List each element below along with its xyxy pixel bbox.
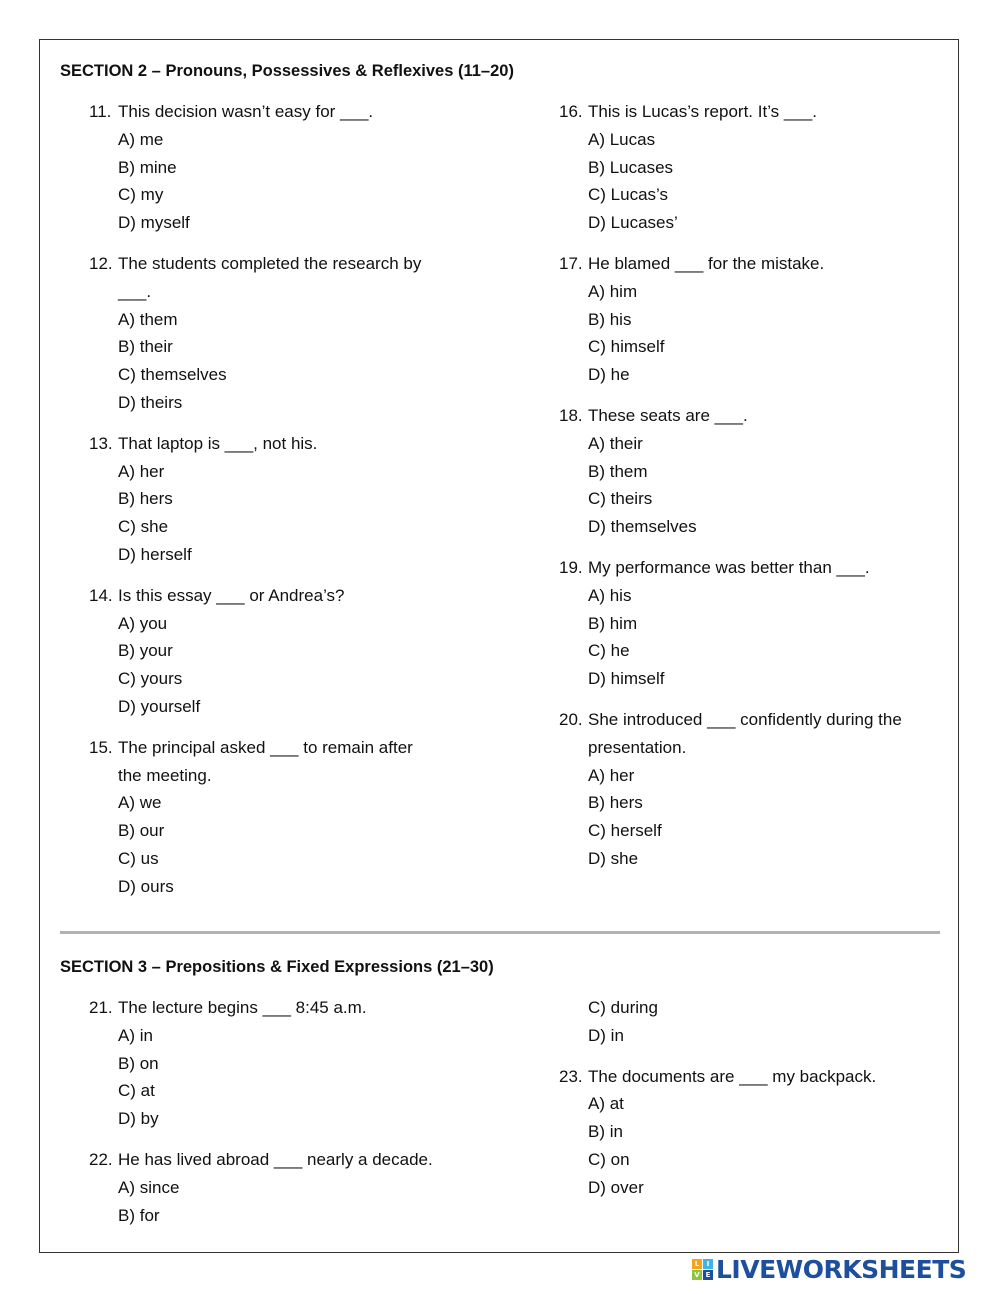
logo-tile: E bbox=[703, 1270, 713, 1280]
question-number bbox=[89, 762, 118, 790]
answer-option[interactable]: A) him bbox=[588, 281, 638, 301]
answer-option[interactable]: B) him bbox=[588, 613, 638, 633]
worksheet-page bbox=[39, 39, 959, 1253]
answer-option[interactable]: C) herself bbox=[588, 821, 662, 841]
question-number: 22. bbox=[89, 1149, 113, 1169]
question-text: The lecture begins ___ 8:45 a.m. bbox=[118, 998, 367, 1017]
answer-option[interactable]: B) on bbox=[118, 1053, 159, 1073]
answer-option[interactable]: B) their bbox=[118, 337, 173, 357]
answer-option[interactable]: C) at bbox=[118, 1081, 155, 1101]
answer-option[interactable]: D) he bbox=[588, 365, 630, 385]
logo-tile: V bbox=[692, 1270, 702, 1280]
question-17 bbox=[559, 250, 979, 389]
logo-grid-icon bbox=[692, 1259, 713, 1280]
answer-option[interactable]: B) for bbox=[118, 1205, 160, 1225]
answer-option[interactable]: C) theirs bbox=[588, 489, 653, 509]
answer-option[interactable]: A) me bbox=[118, 129, 164, 149]
answer-option[interactable]: D) Lucases’ bbox=[588, 213, 678, 233]
answer-option[interactable]: A) their bbox=[588, 433, 643, 453]
question-number bbox=[89, 278, 118, 306]
answer-option[interactable]: B) them bbox=[588, 461, 648, 481]
answer-option[interactable]: A) them bbox=[118, 309, 178, 329]
answer-option[interactable]: C) she bbox=[118, 517, 169, 537]
answer-option[interactable]: A) her bbox=[118, 461, 165, 481]
question-13 bbox=[89, 430, 509, 569]
answer-option[interactable]: D) theirs bbox=[118, 392, 183, 412]
question-12 bbox=[89, 250, 509, 417]
question-number: 19. bbox=[559, 557, 583, 577]
question-text: ___. bbox=[118, 281, 152, 301]
answer-option[interactable]: D) ours bbox=[118, 876, 174, 896]
answer-option[interactable]: A) her bbox=[588, 765, 635, 785]
continued-options bbox=[559, 994, 979, 1050]
question-14 bbox=[89, 582, 509, 721]
section-3-left-column bbox=[89, 994, 509, 1242]
question-15 bbox=[89, 734, 509, 901]
answer-option[interactable]: C) themselves bbox=[118, 365, 227, 385]
answer-option[interactable]: B) his bbox=[588, 309, 632, 329]
answer-option[interactable]: D) she bbox=[588, 848, 639, 868]
question-19 bbox=[559, 554, 979, 693]
section-2-left-column bbox=[89, 98, 509, 914]
question-number: 21. bbox=[89, 998, 113, 1017]
question-number: 15. bbox=[89, 737, 113, 757]
section-3-title: SECTION 3 – Prepositions & Fixed Expressions (21–30) bbox=[60, 958, 494, 976]
question-text: The principal asked ___ to remain after bbox=[118, 737, 413, 757]
answer-option[interactable]: C) Lucas’s bbox=[588, 185, 668, 205]
question-text: He blamed ___ for the mistake. bbox=[588, 253, 825, 273]
answer-option[interactable]: C) during bbox=[588, 998, 658, 1017]
answer-option[interactable]: B) hers bbox=[588, 793, 643, 813]
answer-option[interactable]: B) Lucases bbox=[588, 157, 674, 177]
question-22 bbox=[89, 1146, 509, 1229]
question-11 bbox=[89, 98, 509, 237]
answer-option[interactable]: A) in bbox=[118, 1025, 153, 1045]
answer-option[interactable]: C) yours bbox=[118, 669, 183, 689]
question-text: The students completed the research by bbox=[118, 253, 422, 273]
question-number: 18. bbox=[559, 405, 583, 425]
answer-option[interactable]: D) in bbox=[588, 1025, 624, 1045]
answer-option[interactable]: D) myself bbox=[118, 213, 190, 233]
question-number: 14. bbox=[89, 585, 113, 605]
answer-option[interactable]: D) himself bbox=[588, 669, 665, 689]
answer-option[interactable]: B) in bbox=[588, 1122, 623, 1142]
question-text: He has lived abroad ___ nearly a decade. bbox=[118, 1149, 433, 1169]
answer-option[interactable]: A) since bbox=[118, 1177, 180, 1197]
question-text: This is Lucas’s report. It’s ___. bbox=[588, 102, 817, 121]
answer-option[interactable]: B) mine bbox=[118, 157, 177, 177]
logo-text: LIVEWORKSHEETS bbox=[716, 1254, 967, 1284]
question-number bbox=[559, 734, 588, 762]
answer-option[interactable]: A) you bbox=[118, 613, 168, 633]
answer-option[interactable]: A) Lucas bbox=[588, 129, 656, 149]
question-21 bbox=[89, 994, 509, 1133]
section-2-right-column bbox=[559, 98, 979, 886]
answer-option[interactable]: D) yourself bbox=[118, 696, 201, 716]
question-number: 16. bbox=[559, 102, 583, 121]
question-text: These seats are ___. bbox=[588, 405, 748, 425]
question-text: My performance was better than ___. bbox=[588, 557, 870, 577]
answer-option[interactable]: C) us bbox=[118, 848, 159, 868]
question-text: the meeting. bbox=[118, 765, 212, 785]
question-16 bbox=[559, 98, 979, 237]
question-number: 11. bbox=[89, 102, 112, 121]
answer-option[interactable]: A) at bbox=[588, 1094, 624, 1114]
answer-option[interactable]: A) his bbox=[588, 585, 632, 605]
logo-tile: L bbox=[692, 1259, 702, 1269]
question-20 bbox=[559, 706, 979, 873]
answer-option[interactable]: D) themselves bbox=[588, 517, 697, 537]
question-number: 17. bbox=[559, 253, 583, 273]
answer-option[interactable]: B) our bbox=[118, 821, 165, 841]
question-text: That laptop is ___, not his. bbox=[118, 433, 318, 453]
question-text: The documents are ___ my backpack. bbox=[588, 1066, 877, 1086]
answer-option[interactable]: B) hers bbox=[118, 489, 173, 509]
answer-option[interactable]: A) we bbox=[118, 793, 162, 813]
section-3-right-column bbox=[559, 994, 979, 1215]
question-number: 23. bbox=[559, 1066, 583, 1086]
section-divider bbox=[60, 931, 940, 934]
answer-option[interactable]: D) herself bbox=[118, 544, 192, 564]
question-text: She introduced ___ confidently during the bbox=[588, 709, 902, 729]
answer-option[interactable]: C) he bbox=[588, 641, 630, 661]
question-text: Is this essay ___ or Andrea’s? bbox=[118, 585, 345, 605]
answer-option[interactable]: D) by bbox=[118, 1109, 159, 1129]
logo-tile: I bbox=[703, 1259, 713, 1269]
answer-option[interactable]: C) on bbox=[588, 1149, 630, 1169]
question-23 bbox=[559, 1063, 979, 1202]
question-number: 13. bbox=[89, 433, 113, 453]
question-number: 12. bbox=[89, 253, 113, 273]
liveworksheets-logo bbox=[692, 1254, 966, 1284]
question-number: 20. bbox=[559, 709, 583, 729]
answer-option[interactable]: C) my bbox=[118, 185, 164, 205]
answer-option[interactable]: C) himself bbox=[588, 337, 665, 357]
question-text: This decision wasn’t easy for ___. bbox=[118, 102, 374, 121]
section-2-title: SECTION 2 – Pronouns, Possessives & Reflexives (11–20) bbox=[60, 62, 514, 80]
question-text: presentation. bbox=[588, 737, 687, 757]
answer-option[interactable]: D) over bbox=[588, 1177, 644, 1197]
question-18 bbox=[559, 402, 979, 541]
answer-option[interactable]: B) your bbox=[118, 641, 173, 661]
